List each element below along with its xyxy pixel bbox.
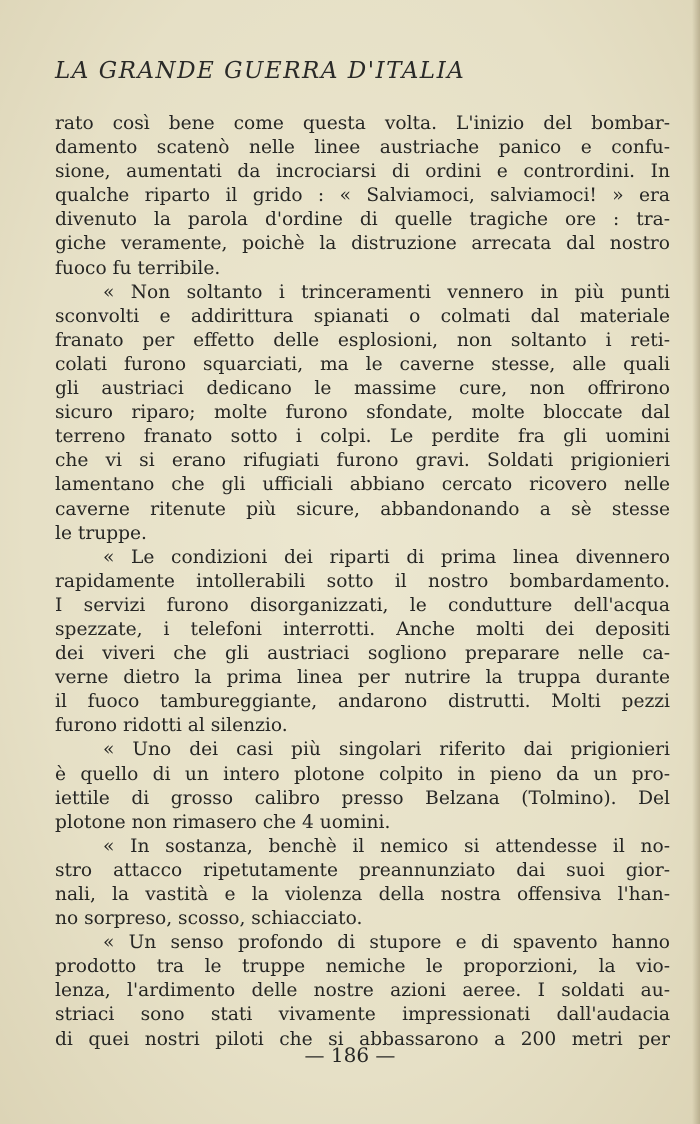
text-line: « Uno dei casi più singolari riferito dai prigionieri [103,739,670,761]
text-line: spezzate, i telefoni interrotti. Anche molti dei depositi [55,618,670,640]
text-line: le truppe. [55,522,147,544]
text-line: di quei nostri piloti che si abbassarono a 200 metri per [55,1028,670,1050]
text-line: qualche riparto il grido : « Salviamoci, salviamoci! » era [55,185,670,207]
text-line: « Un senso profondo di stupore e di spavento hanno [103,932,670,954]
paragraph [55,931,670,1051]
text-line: lenza, l'ardimento delle nostre azioni aeree. I soldati au- [55,980,670,1002]
paragraph [55,546,670,739]
page-number: — 186 — [304,1043,396,1067]
text-line: colati furono squarciati, ma le caverne stesse, alle quali [55,353,670,375]
text-line: caverne ritenute più sicure, abbandonando a sè stesse [55,498,670,520]
text-line: è quello di un intero plotone colpito in pieno da un pro- [55,763,670,785]
text-line: prodotto tra le truppe nemiche le proporzioni, la vio- [55,956,670,978]
paragraph [55,112,670,281]
text-line: dei viveri che gli austriaci sogliono preparare nelle ca- [55,643,670,665]
text-line: sione, aumentati da incrociarsi di ordini e contrordini. In [55,161,670,183]
body-text [55,112,670,1052]
text-line: il fuoco tambureggiante, andarono distrutti. Molti pezzi [55,691,670,713]
text-line: sconvolti e addirittura spianati o colmati dal materiale [55,305,670,327]
text-line: rapidamente intollerabili sotto il nostro bombardamento. [55,570,670,592]
text-line: rato così bene come questa volta. L'inizio del bombar- [55,113,670,134]
text-line: sicuro riparo; molte furono sfondate, molte bloccate dal [55,402,670,424]
text-line: striaci sono stati vivamente impressionati dall'audacia [55,1004,670,1026]
text-line: plotone non rimasero che 4 uomini. [55,811,391,833]
text-line: giche veramente, poichè la distruzione arrecata dal nostro [55,233,670,255]
paragraph [55,281,670,546]
text-line: iettile di grosso calibro presso Belzana (Tolmino). Del [55,787,670,809]
text-line: terreno franato sotto i colpi. Le perdite fra gli uomini [55,426,670,448]
text-line: « Le condizioni dei riparti di prima linea divennero [103,546,670,568]
text-line: franato per effetto delle esplosioni, non soltanto i reti- [55,329,670,351]
text-line: che vi si erano rifugiati furono gravi. Soldati prigionieri [55,450,670,472]
text-line: damento scatenò nelle linee austriache panico e confu- [55,137,670,159]
text-line: stro attacco ripetutamente preannunziato dai suoi gior- [55,859,670,881]
text-line: « Non soltanto i trinceramenti vennero in più punti [103,281,670,303]
page-edge-shadow [692,0,700,1124]
text-line: I servizi furono disorganizzati, le condutture dell'acqua [55,594,670,616]
text-line: gli austriaci dedicano le massime cure, non offrirono [55,378,670,400]
text-line: nali, la vastità e la violenza della nostra offensiva l'han- [55,884,670,905]
paragraph [55,738,670,834]
running-head: LA GRANDE GUERRA D'ITALIA [55,58,466,84]
text-line: divenuto la parola d'ordine di quelle tragiche ore : tra- [55,209,670,231]
paragraph [55,835,670,931]
text-line: lamentano che gli ufficiali abbiano cercato ricovero nelle [55,474,670,496]
text-line: no sorpreso, scosso, schiacciato. [55,908,363,930]
text-line: verne dietro la prima linea per nutrire la truppa durante [55,667,670,689]
text-line: fuoco fu terribile. [55,257,221,279]
text-line: furono ridotti al silenzio. [55,715,288,737]
text-line: « In sostanza, benchè il nemico si attendesse il no- [103,835,670,857]
